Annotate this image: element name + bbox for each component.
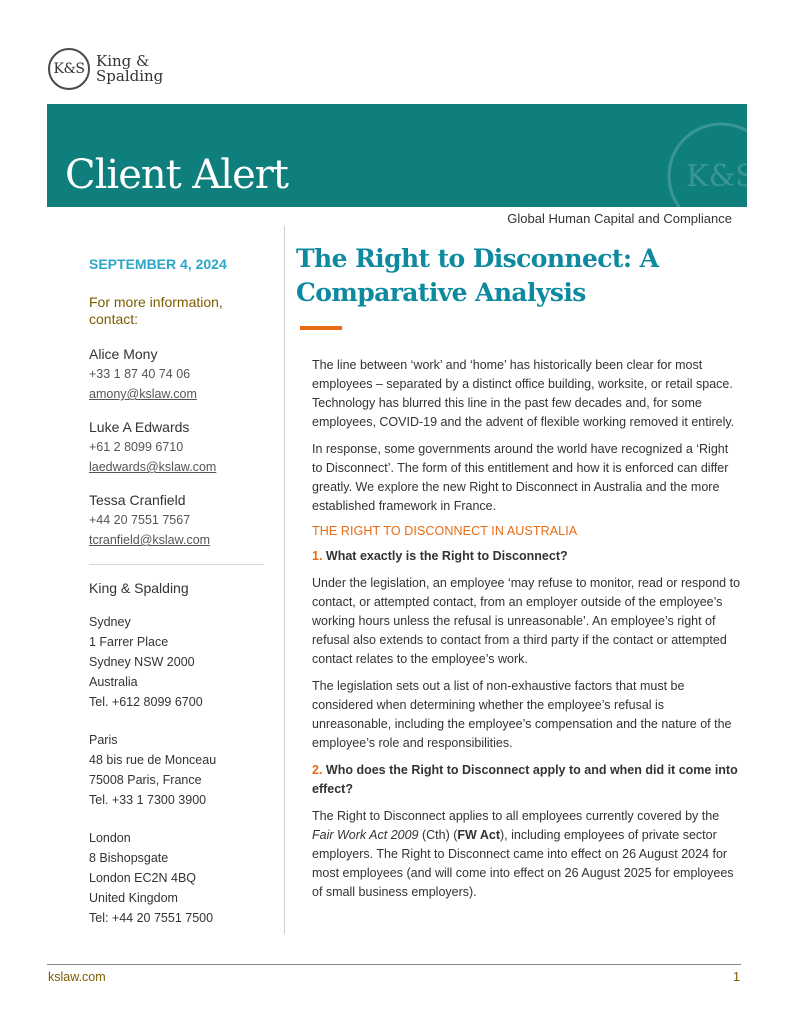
contact-email-link[interactable]: amony@kslaw.com (89, 387, 197, 401)
more-info-heading: For more information, contact: (89, 294, 223, 327)
office-line: Sydney NSW 2000 (89, 655, 195, 669)
article-body (312, 356, 740, 902)
office-line: 48 bis rue de Monceau (89, 753, 217, 767)
contact-name: Tessa Cranfield (89, 492, 186, 508)
logo-name-line2: Spalding (96, 67, 164, 85)
office-city: Sydney (89, 615, 131, 629)
paragraph-text: (Cth) ( (418, 828, 458, 842)
client-alert-banner (47, 104, 756, 207)
logo-wordmark (96, 54, 163, 84)
office-line: 8 Bishopsgate (89, 851, 169, 865)
contact-phone: +61 2 8099 6710 (89, 440, 184, 454)
section-heading: THE RIGHT TO DISCONNECT IN AUSTRALIA (312, 524, 578, 538)
contact-phone: +33 1 87 40 74 06 (89, 367, 191, 381)
contact-card (89, 417, 269, 477)
question-number: 1. (312, 549, 323, 563)
office-address (89, 730, 269, 810)
watermark-text: K&S (686, 159, 756, 194)
contact-phone: +44 20 7551 7567 (89, 513, 191, 527)
office-city: Paris (89, 733, 118, 747)
office-tel: Tel. +612 8099 6700 (89, 695, 203, 709)
paragraph (312, 807, 740, 902)
firm-name: King & Spalding (89, 580, 189, 596)
paragraph: The line between ‘work’ and ‘home’ has historically been clear for most employees – separated by a distinct office building, worksite, or retail space. Technology has blurred this line in the past few decades and, for some employees, COVID-19 and the advent of flexible working removed it entirely. (312, 358, 735, 429)
question-text: What exactly is the Right to Disconnect? (325, 549, 568, 563)
footer-site-link[interactable]: kslaw.com (48, 970, 106, 984)
question-heading (312, 547, 740, 566)
sidebar (89, 256, 269, 928)
office-city: London (89, 831, 131, 845)
office-line: United Kingdom (89, 891, 178, 905)
office-tel: Tel: +44 20 7551 7500 (89, 911, 214, 925)
paragraph: The legislation sets out a list of non-exhaustive factors that must be considered when determining whether the employee’s refusal is unreasonable, including the employee’s compensation and the nature of the employee’s role and responsibilities. (312, 679, 732, 750)
page-number: 1 (733, 970, 740, 984)
paragraph: In response, some governments around the world have recognized a ‘Right to Disconnect’. The form of this entitlement and how it is enforced can differ greatly. We explore the new Right to Disconnect in Australia and the more established framework in France. (312, 442, 729, 513)
contact-card (89, 344, 269, 404)
office-line: 75008 Paris, France (89, 773, 202, 787)
office-line: Australia (89, 675, 138, 689)
contact-name: Alice Mony (89, 346, 158, 362)
paragraph-text: ), including employees of private sector employers. The Right to Disconnect came into effect on 26 August 2024 for most employees (and will come into effect on 26 August 2025 for employees of small business employers). (312, 828, 734, 899)
question-number: 2. (312, 763, 323, 777)
office-tel: Tel. +33 1 7300 3900 (89, 793, 207, 807)
article (296, 242, 742, 910)
question-text: Who does the Right to Disconnect apply to and when did it come into effect? (312, 763, 738, 796)
sidebar-divider (89, 564, 264, 565)
watermark-logo-icon (665, 120, 756, 207)
footer-divider (47, 964, 741, 965)
office-line: London EC2N 4BQ (89, 871, 197, 885)
contact-card (89, 490, 269, 550)
office-address (89, 612, 269, 712)
banner-title: Client Alert (65, 152, 288, 198)
title-accent-bar (300, 326, 342, 330)
act-abbreviation: FW Act (457, 828, 500, 842)
logo-name-line1: King & (96, 52, 150, 70)
paragraph-text: The Right to Disconnect applies to all employees currently covered by the (312, 809, 720, 823)
practice-area: Global Human Capital and Compliance (507, 211, 732, 226)
office-address (89, 828, 269, 928)
column-divider (284, 226, 285, 934)
firm-logo (48, 48, 163, 90)
act-name: Fair Work Act 2009 (312, 828, 419, 842)
contact-email-link[interactable]: tcranfield@kslaw.com (89, 533, 211, 547)
question-heading (312, 761, 740, 799)
office-line: 1 Farrer Place (89, 635, 169, 649)
article-title: The Right to Disconnect: A Comparative Analysis (296, 244, 659, 307)
logo-monogram: K&S (48, 48, 90, 90)
paragraph: Under the legislation, an employee ‘may refuse to monitor, read or respond to contact, or attempted contact, from an employer outside of the employee’s working hours unless the refusal is unreasonable’. An employee’s right of refusal also extends to contact from a third party if the contact or attempted contact relates to the employee’s work. (312, 576, 741, 666)
publication-date: SEPTEMBER 4, 2024 (89, 256, 227, 272)
contact-email-link[interactable]: laedwards@kslaw.com (89, 460, 217, 474)
contact-name: Luke A Edwards (89, 419, 190, 435)
